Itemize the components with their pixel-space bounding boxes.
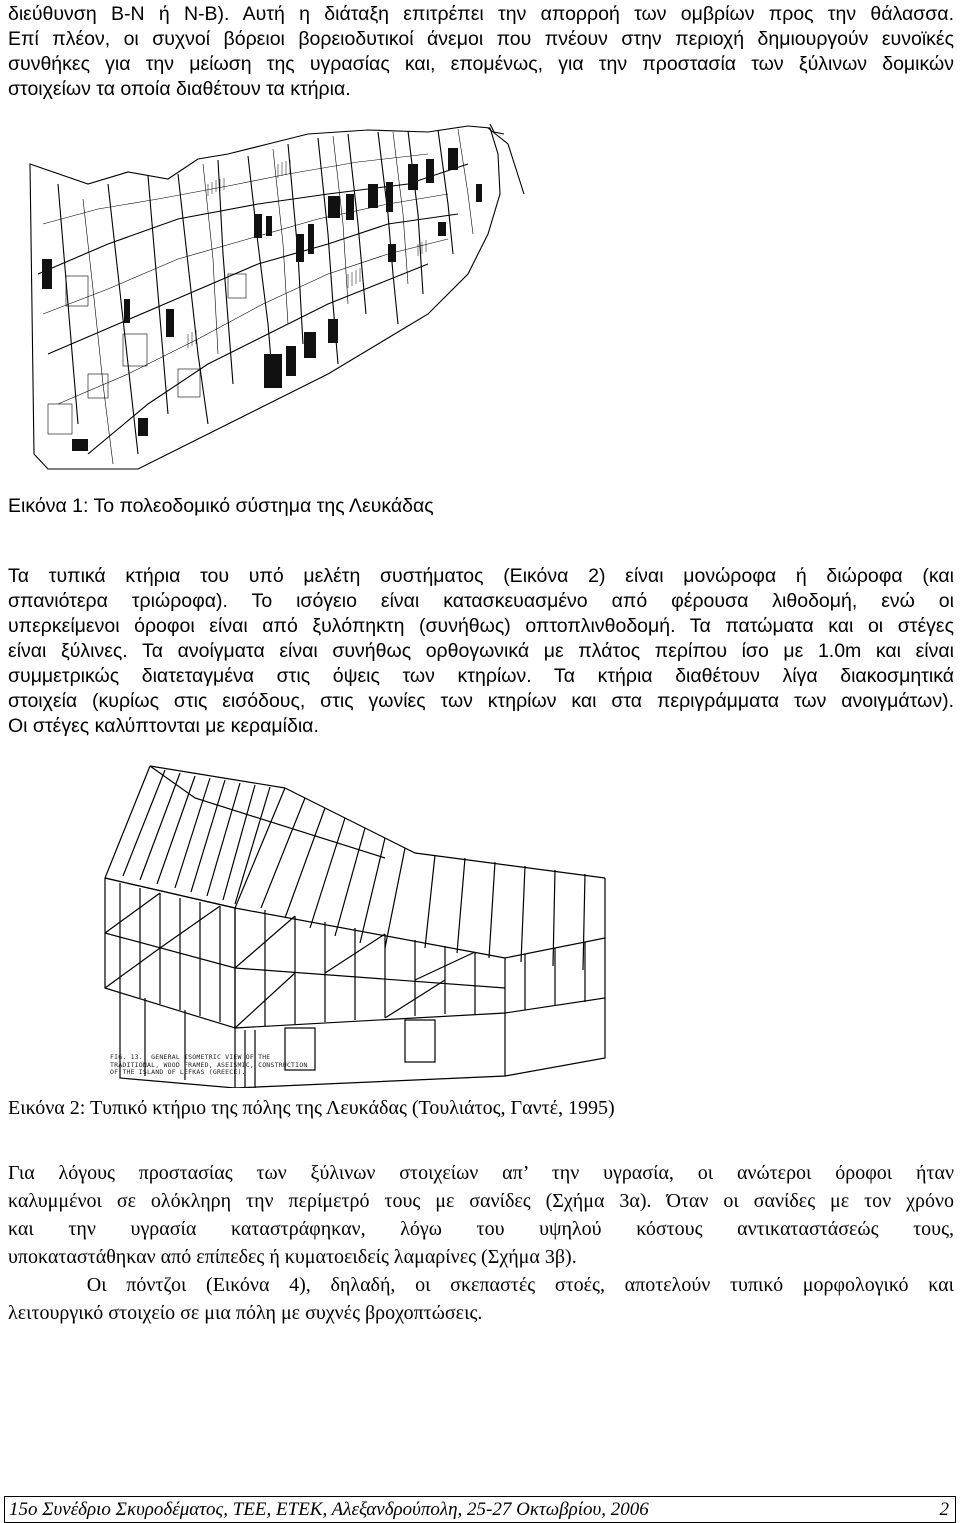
- conference-name: 15ο Συνέδριο Σκυροδέματος, ΤΕΕ, ΕΤΕΚ, Αλεξανδρούπολη, 25-27 Οκτωβρίου, 2006: [9, 1499, 649, 1520]
- page-footer: [4, 1496, 956, 1523]
- text-line: Επί πλέον, οι συχνοί βόρειοι βορειοδυτικοί άνεμοι που πνέουν στην περιοχή δημιουργούν ευνοϊκές: [8, 28, 954, 50]
- text-line: συνθήκες για την μείωση της υγρασίας και, επομένως, για την προστασία των ξύλινων δομικών: [8, 53, 954, 75]
- text-line: σπανιότερα τριώροφα). Το ισόγειο είναι κατασκευασμένο από φέρουσα λιθοδομή, ενώ οι: [8, 590, 954, 612]
- text-line: Για λόγους προστασίας των ξύλινων στοιχείων απ’ την υγρασία, οι ανώτεροι όροφοι ήταν: [8, 1162, 954, 1184]
- text-line: είναι ξύλινες. Τα ανοίγματα είναι συνήθως ορθογωνικά με πλάτος περίπου ίσο με 1.0m και είναι: [8, 640, 954, 662]
- text-line: καλυμμένοι σε ολόκληρη την περίμετρό τους με σανίδες (Σχήμα 3α). Όταν οι σανίδες με τον χρόνο: [8, 1190, 954, 1212]
- figure-2-caption: Εικόνα 2: Τυπικό κτήριο της πόλης της Λευκάδας (Τουλιάτος, Γαντέ, 1995): [8, 1097, 615, 1119]
- building-description-paragraph: [8, 564, 954, 739]
- text-line: συμμετρικώς διατεταγμένα στις όψεις των κτηρίων. Τα κτήρια διαθέτουν λίγα διακοσμητικά: [8, 665, 954, 687]
- intro-paragraph: [8, 2, 954, 102]
- page-number: 2: [939, 1499, 949, 1520]
- protection-paragraph: [8, 1159, 954, 1327]
- text-line: Οι πόντζοι (Εικόνα 4), δηλαδή, οι σκεπαστές στοές, αποτελούν τυπικό μορφολογικό και: [8, 1274, 954, 1296]
- isometric-building-drawing: [85, 758, 685, 1088]
- text-line: στοιχεία (κυρίως στις εισόδους, στις γωνίες των κτηρίων και στα περιγράμματα των ανοιγμάτων).: [8, 690, 954, 712]
- stamp-line: TRADITIONAL, WOOD FRAMED, ASEISMIC, CONSTRUCTION: [110, 1060, 308, 1069]
- text-line: λειτουργικό στοιχείο σε μια πόλη με συχνές βροχοπτώσεις.: [8, 1302, 483, 1324]
- text-line: υπερκείμενοι όροφοι είναι από ξυλόπηκτη (συνήθως) οπτοπλινθοδομή. Τα πατώματα και οι στέγες: [8, 615, 954, 637]
- text-line: και την υγρασία καταστράφηκαν, λόγω του υψηλού κόστους αντικαταστάσεώς τους,: [8, 1218, 954, 1240]
- stamp-line: OF THE ISLAND OF LEFKAS (GREECE).: [110, 1068, 246, 1076]
- figure-1-caption: Εικόνα 1: Το πολεοδομικό σύστημα της Λευκάδας: [8, 495, 434, 517]
- text-line: υποκαταστάθηκαν από επίπεδες ή κυματοειδείς λαμαρίνες (Σχήμα 3β).: [8, 1246, 577, 1268]
- figure-stamp-text: [110, 1054, 307, 1077]
- town-plan-map-image: [28, 124, 526, 474]
- stamp-line: FIG. 13. GENERAL ISOMETRIC VIEW OF THE: [110, 1053, 271, 1061]
- text-line: Τα τυπικά κτήρια του υπό μελέτη συστήματος (Εικόνα 2) είναι μονώροφα ή διώροφα (και: [8, 565, 954, 587]
- text-line: διεύθυνση Β-Ν ή Ν-Β). Αυτή η διάταξη επιτρέπει την απορροή των ομβρίων προς την θάλασσα.: [8, 3, 954, 25]
- text-line: στοιχείων τα οποία διαθέτουν τα κτήρια.: [8, 78, 351, 100]
- text-line: Οι στέγες καλύπτονται με κεραμίδια.: [8, 715, 319, 737]
